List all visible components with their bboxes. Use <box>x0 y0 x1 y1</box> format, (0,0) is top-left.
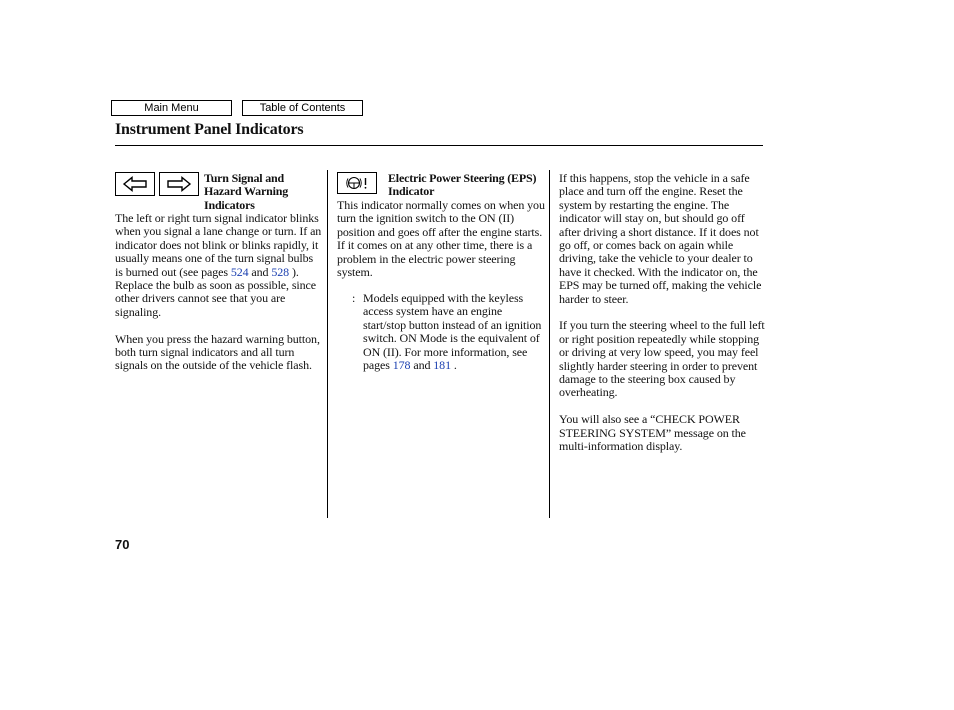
page-link-524[interactable]: 524 <box>230 264 249 279</box>
footnote-marker: : <box>352 291 356 305</box>
footnote-text <box>363 292 547 372</box>
col3-paragraph-3: You will also see a “CHECK POWER STEERING SYSTEM” message on the multi-information display. <box>559 412 746 454</box>
table-of-contents-button[interactable]: Table of Contents <box>242 100 363 116</box>
main-menu-button[interactable]: Main Menu <box>111 100 232 116</box>
title-divider <box>115 145 763 146</box>
eps-continued-text <box>559 172 769 454</box>
turn-right-arrow-icon <box>159 172 199 196</box>
turn-signal-paragraph-2: When you press the hazard warning button, both turn signal indicators and all turn signals on the outside of the vehicle flash. <box>115 331 320 373</box>
turn-left-arrow-icon <box>115 172 155 196</box>
col3-paragraph-1: If this happens, stop the vehicle in a safe place and turn off the engine. Reset the system by restarting the engine. The indicator will stay on, but should go off after driving a short distance. If it does not go off, or comes back on again while driving, take the vehicle to your dealer to have it checked. With the indicator on, the EPS may be turned off, making the vehicle harder to steer. <box>559 171 762 306</box>
page-link-528[interactable]: 528 <box>271 264 290 279</box>
text-run: The left or right turn signal indicator blinks when you signal a lane change or turn. If an indicator does not blink or blinks rapidly, it usually means one of the turn signal bulbs is burned out (see pages <box>115 211 322 279</box>
text-run: ). Replace the bulb as soon as possible, since other drivers cannot see that you are signaling. <box>115 264 316 319</box>
col3-paragraph-2: If you turn the steering wheel to the full left or right position repeatedly while stopping or driving at very low speed, you may feel slightly harder steering in order to prevent damage to the steering box caused by overheating. <box>559 318 765 400</box>
eps-steering-warning-icon <box>337 172 377 194</box>
eps-paragraph-1: This indicator normally comes on when you turn the ignition switch to the ON (II) position and goes off after the engine starts. If it comes on at any other time, there is a problem in the electric power steering system. <box>337 198 545 280</box>
page-title: Instrument Panel Indicators <box>115 121 304 138</box>
text-run: and <box>248 264 272 279</box>
turn-signal-heading: Turn Signal and Hazard Warning Indicators <box>204 171 288 212</box>
eps-footnote <box>352 292 547 372</box>
text-run: . <box>450 358 457 373</box>
page-link-181[interactable]: 181 <box>433 358 451 373</box>
column-divider-2 <box>549 170 550 518</box>
eps-text <box>337 199 545 279</box>
text-run: Models equipped with the keyless access system have an engine start/stop button instead of an ignition switch. ON Mode is the equivalent of ON (II). For more information, see pages <box>363 291 542 373</box>
turn-signal-text <box>115 212 323 373</box>
page-link-178[interactable]: 178 <box>392 358 411 373</box>
turn-signal-paragraph-1 <box>115 212 323 319</box>
column-divider-1 <box>327 170 328 518</box>
eps-heading: Electric Power Steering (EPS) Indicator <box>388 171 537 199</box>
text-run: and <box>410 358 434 373</box>
page-number: 70 <box>115 537 130 552</box>
